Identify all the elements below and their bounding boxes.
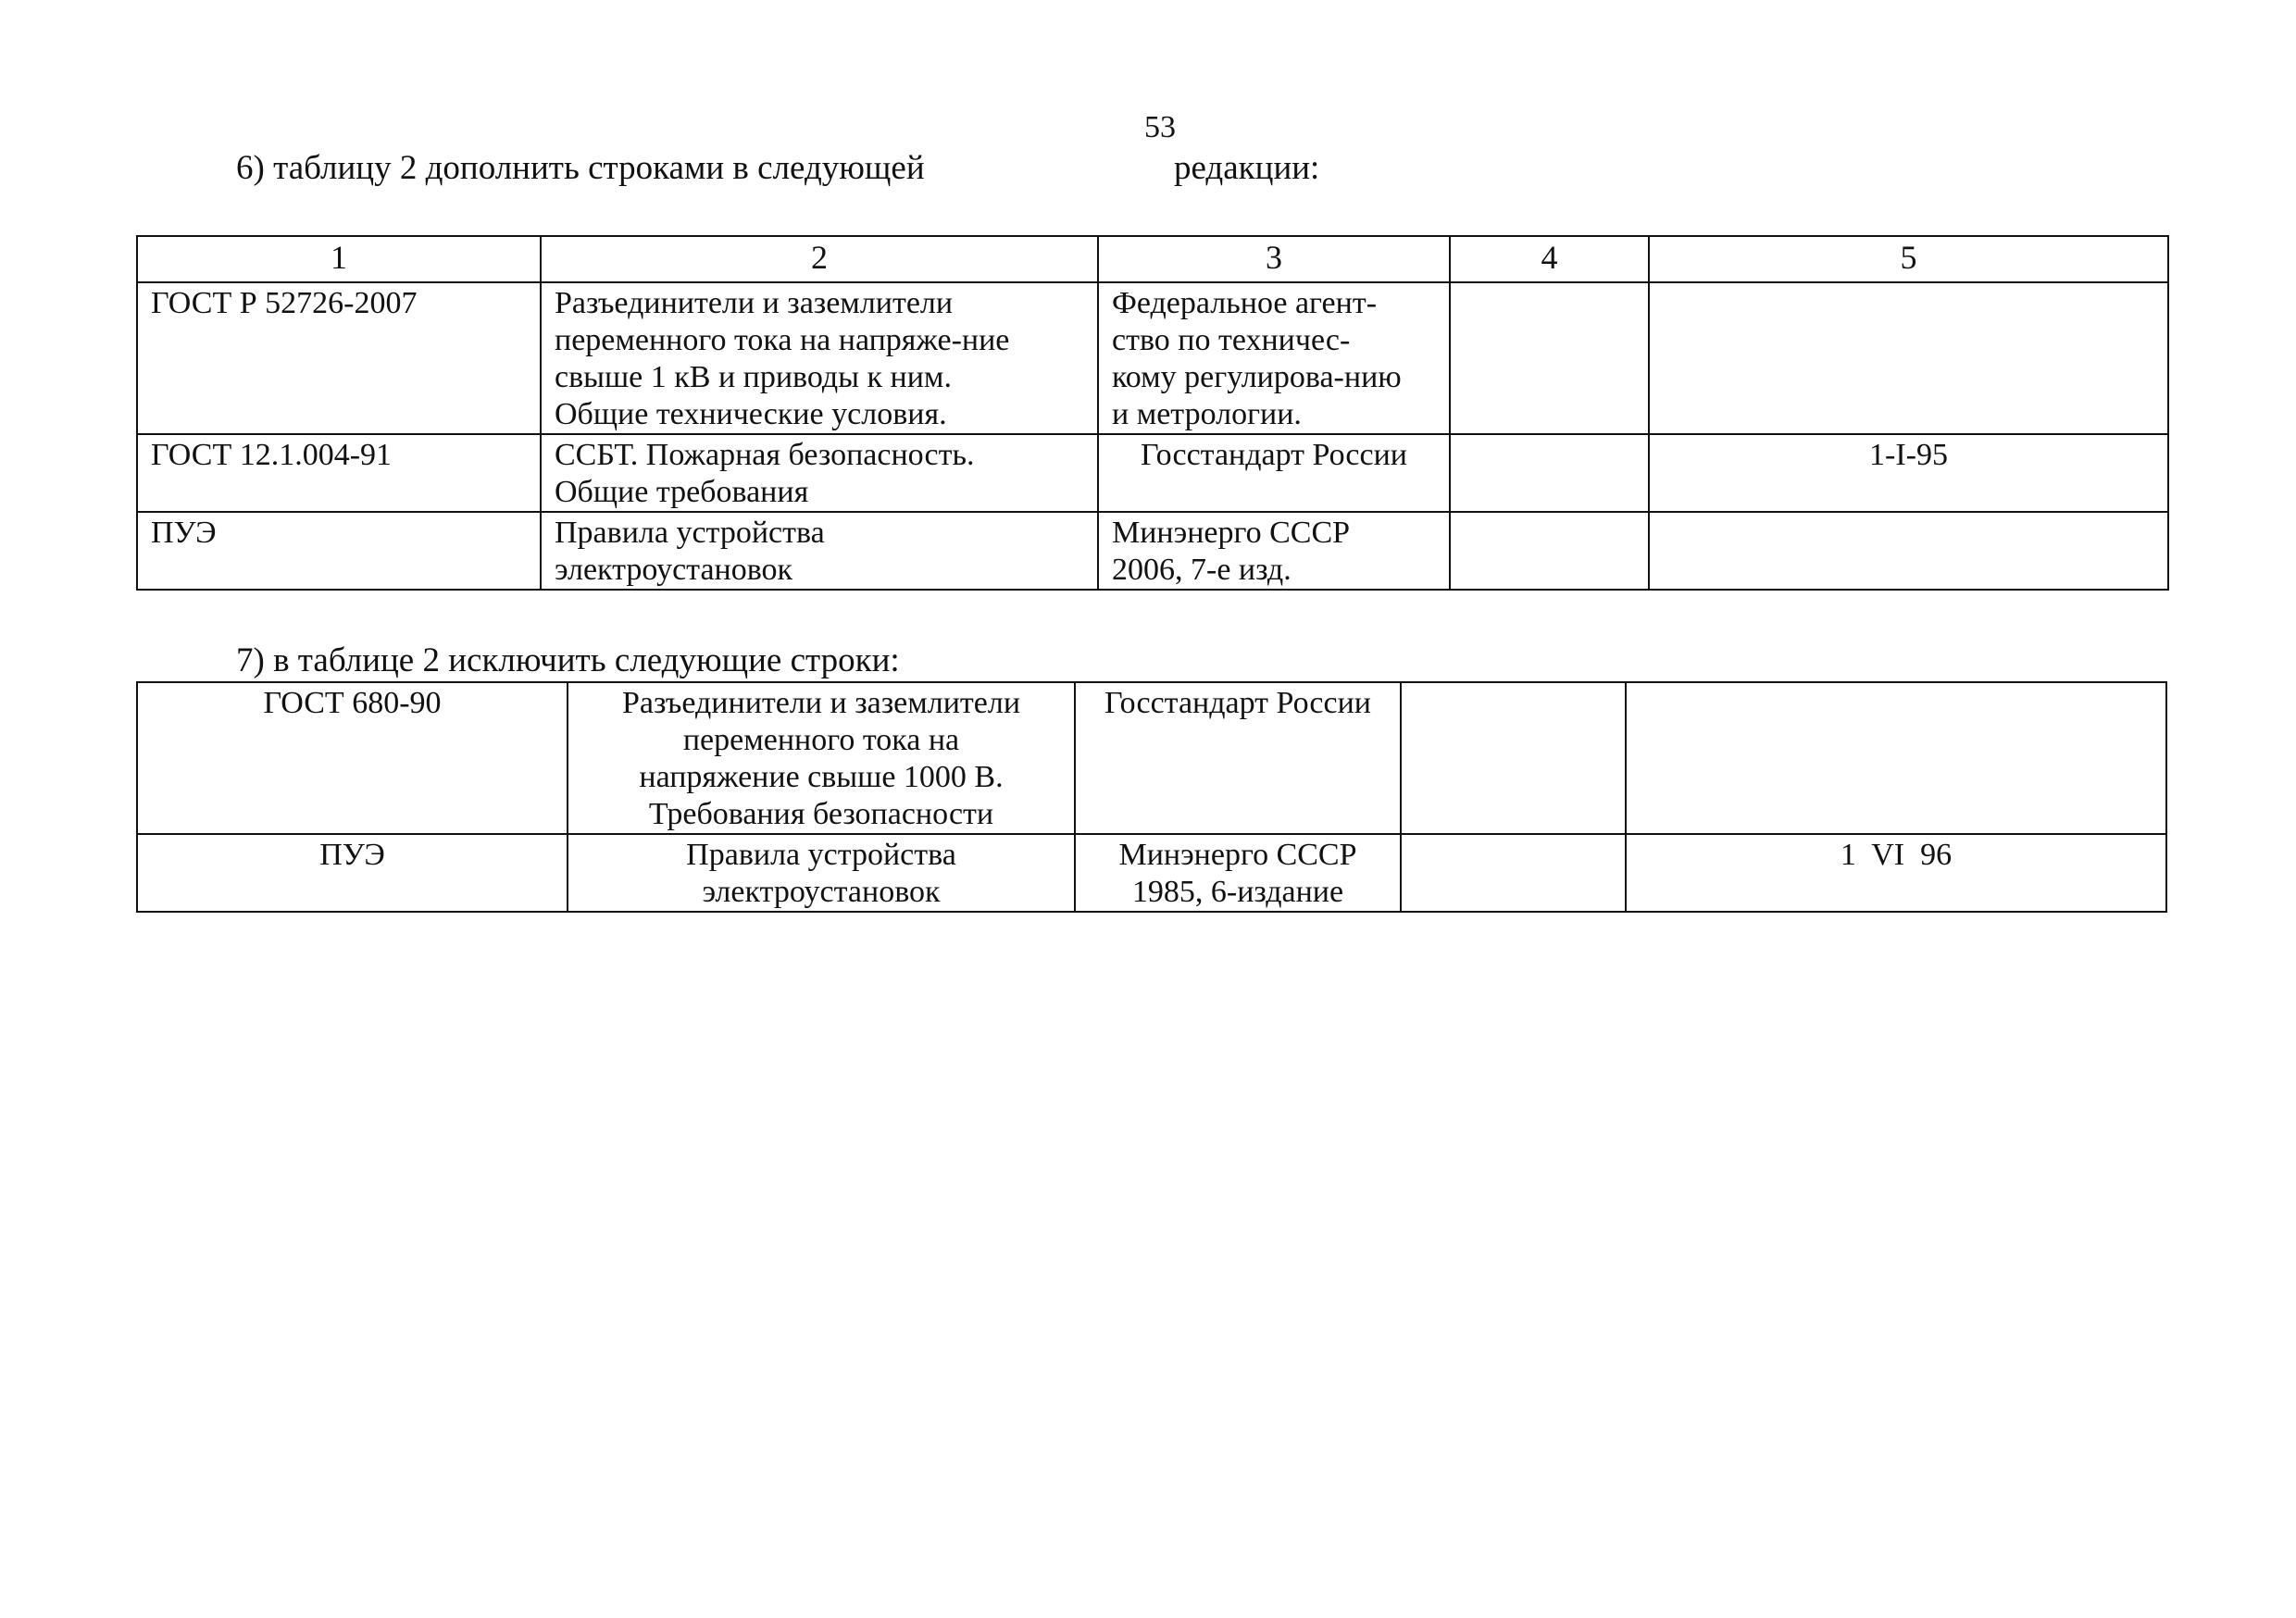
cell-line: Минэнерго СССР	[1118, 838, 1357, 872]
cell-line: Требования безопасности	[648, 797, 994, 831]
cell-issuer	[1075, 834, 1401, 912]
cell-designation: ПУЭ	[137, 834, 568, 912]
cell-col4	[1401, 834, 1626, 912]
instruction-remove-text: 7) в таблице 2 исключить следующие строки:	[236, 641, 900, 679]
cell-issuer	[1075, 682, 1401, 834]
cell-line: электроустановок	[702, 875, 941, 909]
cell-line: переменного тока на напряже-ние	[555, 323, 1010, 357]
cell-line: Правила устройства	[686, 838, 956, 872]
cell-issuer	[1098, 512, 1450, 590]
header-cell-1: 1	[137, 236, 541, 282]
cell-title	[568, 682, 1075, 834]
cell-col5	[1649, 512, 2168, 590]
cell-line: ССБТ. Пожарная безопасность.	[555, 438, 975, 472]
cell-line: ство по техничес-	[1112, 323, 1351, 357]
cell-line: 2006, 7-е изд.	[1112, 553, 1292, 587]
cell-issuer	[1098, 434, 1450, 512]
cell-line: кому регулирова-нию	[1112, 360, 1402, 394]
cell-line: свыше 1 кВ и приводы к ним.	[555, 360, 952, 394]
table-row	[137, 512, 2168, 590]
cell-line: Разъединители и заземлители	[555, 286, 954, 320]
cell-line: Общие требования	[555, 475, 809, 509]
table-row	[137, 434, 2168, 512]
page-number: 53	[1144, 110, 1176, 144]
cell-col4	[1450, 282, 1649, 434]
cell-col4	[1401, 682, 1626, 834]
cell-line: напряжение свыше 1000 В.	[639, 760, 1004, 794]
cell-title	[541, 434, 1098, 512]
cell-designation: ПУЭ	[137, 512, 541, 590]
table-row	[137, 682, 2166, 834]
instruction-add-text-end: редакции:	[1174, 149, 1320, 187]
cell-col5	[1649, 282, 2168, 434]
header-cell-2: 2	[541, 236, 1098, 282]
cell-designation: ГОСТ Р 52726-2007	[137, 282, 541, 434]
cell-line: Правила устройства	[555, 516, 825, 550]
cell-line: Минэнерго СССР	[1112, 516, 1351, 550]
cell-line: переменного тока на	[682, 723, 960, 757]
cell-title	[541, 282, 1098, 434]
header-cell-5: 5	[1649, 236, 2168, 282]
cell-designation: ГОСТ 680-90	[137, 682, 568, 834]
header-cell-4: 4	[1450, 236, 1649, 282]
cell-col5: 1-I-95	[1649, 434, 2168, 512]
cell-line: Федеральное агент-	[1112, 286, 1378, 320]
cell-title	[541, 512, 1098, 590]
cell-line: Общие технические условия.	[555, 397, 947, 431]
cell-line: Разъединители и заземлители	[621, 686, 1021, 720]
cell-line: электроустановок	[555, 553, 793, 587]
cell-title	[568, 834, 1075, 912]
cell-line: Госстандарт России	[1104, 686, 1372, 720]
cell-col5	[1626, 682, 2166, 834]
cell-col5: 1 VI 96	[1626, 834, 2166, 912]
cell-line: Госстандарт России	[1140, 438, 1408, 472]
table-add-rows	[136, 235, 2169, 591]
table-remove-rows	[136, 681, 2167, 913]
header-cell-3: 3	[1098, 236, 1450, 282]
cell-col4	[1450, 434, 1649, 512]
cell-line: и метрологии.	[1112, 397, 1302, 431]
cell-line: 1985, 6-издание	[1131, 875, 1344, 909]
cell-designation: ГОСТ 12.1.004-91	[137, 434, 541, 512]
table-row	[137, 834, 2166, 912]
cell-col4	[1450, 512, 1649, 590]
table-header-row	[137, 236, 2168, 282]
instruction-add-text: 6) таблицу 2 дополнить строками в следующей	[236, 149, 925, 187]
table-row	[137, 282, 2168, 434]
cell-issuer	[1098, 282, 1450, 434]
